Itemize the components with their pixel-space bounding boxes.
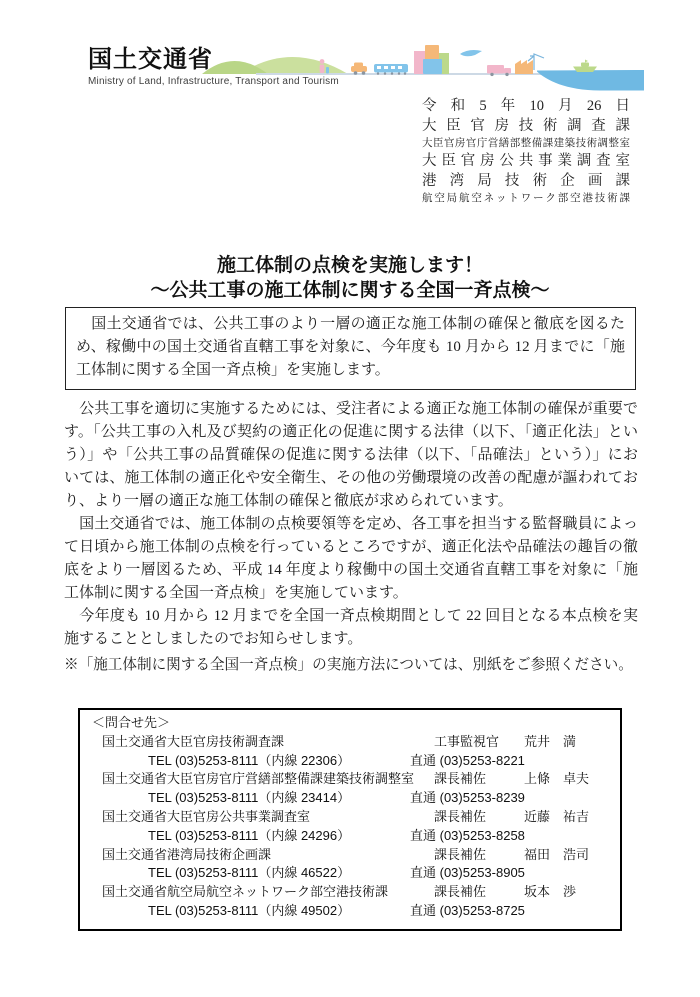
body-text [64,398,638,651]
contact-department: 国土交通省航空局航空ネットワーク部空港技術課 [102,884,389,900]
title-line-2: ～公共工事の施工体制に関する全国一斉点検～ [150,280,550,301]
contact-phone-row [92,864,610,883]
contact-phone-row [92,752,610,771]
contact-tel: TEL (03)5253-8111（内線 22306） [148,752,351,768]
contact-person-name: 荒井 満 [524,733,577,749]
paragraph-2: 国土交通省では、施工体制の点検要領等を定め、各工事を担当する監督職員によって日頃から施工体制の点検を行っているところですが、適正化法や品確法の趣旨の徹底をより一層図るため、平成 14 年度より稼働中の国土交通省直轄工事を対象に「施工体制に関する全国一斉点検」を実施しています。 [64,516,638,601]
contact-entry-row [92,733,610,752]
contact-role: 課長補佐 [434,771,487,787]
contact-department: 国土交通省大臣官房官庁営繕部整備課建築技術調整室 [102,771,415,787]
contact-entry-row [92,883,610,902]
mlit-logo-subtitle: Ministry of Land, Infrastructure, Transport and Tourism [88,76,339,87]
paragraph-3: 今年度も 10 月から 12 月までを全国一斉点検期間として 22 回目となる本点検を実施することとしましたのでお知らせします。 [64,608,638,647]
document-date: 令和5年10月26日 [422,98,630,114]
contact-department: 国土交通省大臣官房技術調査課 [102,733,285,749]
contact-heading: ＜問合せ先＞ [92,715,171,730]
summary-box: 国土交通省では、公共工事のより一層の適正な施工体制の確保と徹底を図るため、稼働中の国土交通省直轄工事を対象に、今年度も 10 月から 12 月までに「施工体制に関する全国一斉点検」を実施します。 [65,307,636,390]
sea-shape [537,70,644,91]
contact-direct-tel: 直通 (03)5253-8725 [410,902,525,918]
contact-direct-tel: 直通 (03)5253-8239 [410,790,525,806]
boat-icon [573,60,597,73]
contact-phone-row [92,789,610,808]
issuing-dept-1: 大臣官房技術調査課 [422,117,630,134]
contact-person-name: 福田 浩司 [524,846,590,862]
press-release-title [0,253,700,303]
contact-role: 課長補佐 [434,808,487,824]
contact-person-name: 坂本 渉 [524,884,577,900]
issuing-dept-4: 港湾局技術企画課 [422,172,630,189]
buildings-icon [414,45,449,74]
contact-department: 国土交通省港湾局技術企画課 [102,846,272,862]
mlit-logo-text: 国土交通省 [88,46,213,73]
contact-tel: TEL (03)5253-8111（内線 24296） [148,827,351,843]
contact-role: 工事監視官 [434,733,500,749]
contact-tel: TEL (03)5253-8111（内線 23414） [148,790,351,806]
contact-person-name: 上條 卓夫 [524,771,590,787]
attachment-note: ※「施工体制に関する全国一斉点検」の実施方法については、別紙をご参照ください。 [64,657,633,673]
document-header [422,97,630,207]
contact-entry-row [92,846,610,865]
contact-entry-row [92,770,610,789]
issuing-dept-2: 大臣官房官庁営繕部整備課建築技術調整室 [422,138,630,149]
car-icon [351,63,367,75]
contact-direct-tel: 直通 (03)5253-8905 [410,865,525,881]
issuing-dept-3: 大臣官房公共事業調査室 [422,153,630,169]
contact-role: 課長補佐 [434,846,487,862]
airplane-icon [460,50,482,56]
title-line-1: 施工体制の点検を実施します！ [216,255,483,276]
contact-role: 課長補佐 [434,884,487,900]
issuing-dept-5: 航空局航空ネットワーク部空港技術課 [422,193,630,204]
contact-entry-row [92,808,610,827]
factory-icon [515,60,533,74]
contact-direct-tel: 直通 (03)5253-8221 [410,752,525,768]
contact-box [78,708,622,931]
contact-phone-row [92,827,610,846]
contact-department: 国土交通省大臣官房公共事業調査室 [102,808,311,824]
contact-phone-row [92,902,610,921]
paragraph-1: 公共工事を適切に実施するためには、受注者による適正な施工体制の確保が重要です。「公共工事の入札及び契約の適正化の促進に関する法律（以下、「適正化法」という）」や「公共工事の品質確保の促進に関する法律（以下、「品確法」という）」においては、施工体制の適正化や安全衛生、その他の労働環境の改善の配慮が謳われており、より一層の適正な施工体制の確保と徹底が求められています。 [64,401,638,509]
contact-tel: TEL (03)5253-8111（内線 49502） [148,902,351,918]
contact-direct-tel: 直通 (03)5253-8258 [410,827,525,843]
mlit-logo-art [196,44,644,92]
contact-person-name: 近藤 祐吉 [524,808,590,824]
contact-tel: TEL (03)5253-8111（内線 46522） [148,865,351,881]
